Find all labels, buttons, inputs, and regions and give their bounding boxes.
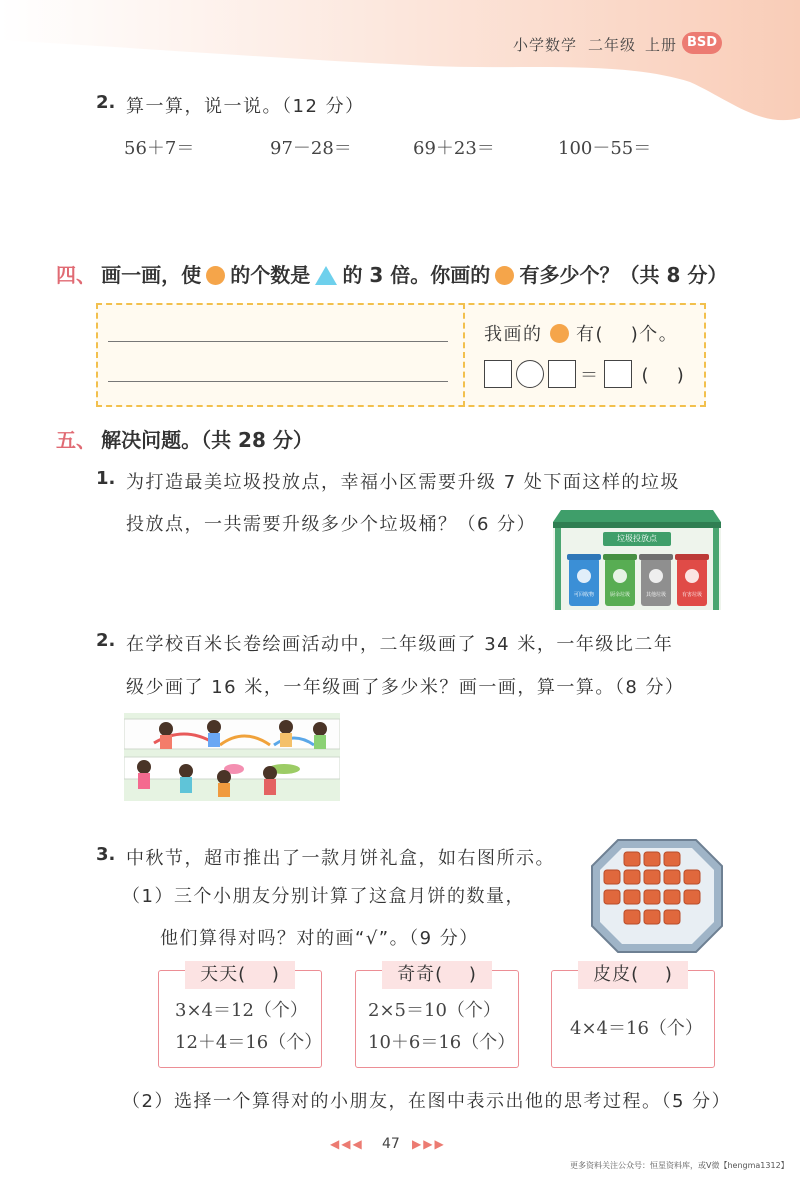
problem1-line1: 为打造最美垃圾投放点，幸福小区需要升级 7 处下面这样的垃圾: [126, 472, 680, 493]
problem2-number: 2.: [96, 630, 116, 651]
header-book: 小学数学: [513, 36, 578, 54]
answer-card-pipi: [551, 964, 715, 1068]
mooncake-box-illustration: [590, 838, 724, 954]
problem2-line1: 在学校百米长卷绘画活动中，二年级画了 34 米，一年级比二年: [126, 634, 674, 655]
blank-square[interactable]: [548, 360, 576, 388]
problem3-sub1-line2: 他们算得对吗？对的画“√”。（9 分）: [160, 928, 479, 949]
section5-heading: [56, 424, 313, 453]
footer-right-arrows-icon: ▶▶▶: [412, 1137, 446, 1151]
q2-equation: 97－28＝: [270, 138, 352, 159]
section4-title-b: 的个数是: [230, 263, 311, 287]
section5-title: 解决问题。（共 28 分）: [101, 428, 313, 452]
q2-equation: 100－55＝: [558, 138, 652, 159]
card-line: 4×4＝16（个）: [570, 1018, 703, 1039]
header-grade: 二年级: [588, 36, 637, 54]
bin-label: 厨余垃圾: [609, 592, 630, 598]
operator-circle[interactable]: [516, 360, 544, 388]
problem3-line1: 中秋节，超市推出了一款月饼礼盒，如右图所示。: [126, 848, 555, 869]
q2-prompt: 算一算，说一说。（12 分）: [126, 96, 365, 117]
card-name: 天天( ): [185, 961, 295, 989]
bin-label: 有害垃圾: [681, 592, 702, 598]
orange-circle-icon: [495, 266, 514, 285]
section4-title-a: 画一画，使: [101, 263, 202, 287]
blank-square[interactable]: [484, 360, 512, 388]
blue-triangle-icon: [315, 266, 337, 285]
problem1-line2: 投放点，一共需要升级多少个垃圾桶？（6 分）: [126, 514, 537, 535]
equals-sign: ＝: [580, 365, 600, 386]
section4-answer-a: 我画的: [484, 324, 543, 345]
answer-card-tiantian: [158, 964, 323, 1068]
drawing-area: [96, 303, 706, 407]
header-volume: 上册: [645, 36, 678, 54]
section4-heading: [56, 259, 727, 288]
drawing-line: [108, 341, 448, 342]
q2-equation: 69＋23＝: [413, 138, 495, 159]
drawing-divider: [463, 303, 465, 407]
bin-label: 可回收物: [573, 592, 594, 598]
problem3-sub2: （2）选择一个算得对的小朋友，在图中表示出他的思考过程。（5 分）: [122, 1091, 732, 1112]
bin-label: 其他垃圾: [645, 592, 666, 598]
section4-title-d: 有多少个？（共 8 分）: [519, 263, 728, 287]
section4-answer-b: 有( )个。: [575, 324, 679, 345]
section5-number: 五、: [56, 428, 96, 452]
card-line: 12＋4＝16（个）: [175, 1032, 323, 1053]
card-name: 奇奇( ): [382, 961, 492, 989]
problem1-number: 1.: [96, 468, 116, 489]
answer-card-qiqi: [355, 964, 519, 1068]
section4-answer: [484, 320, 678, 346]
card-line: 3×4＝12（个）: [175, 1000, 308, 1021]
children-painting-illustration: [124, 713, 340, 801]
footer-note: 更多资料关注公众号：恒星资料库，或V微【hengma1312】: [570, 1161, 789, 1170]
section4-number: 四、: [56, 263, 96, 287]
problem3-number: 3.: [96, 844, 116, 865]
section4-title-c: 的 3 倍。你画的: [342, 263, 491, 287]
drawing-line: [108, 381, 448, 382]
problem3-sub1-line1: （1）三个小朋友分别计算了这盒月饼的数量，: [122, 886, 525, 907]
garbage-station-illustration: [553, 508, 721, 610]
station-sign: 垃圾投放点: [617, 534, 657, 543]
header-badge: BSD: [682, 32, 722, 54]
page-number: 47: [382, 1136, 400, 1152]
orange-circle-icon: [206, 266, 225, 285]
card-line: 10＋6＝16（个）: [368, 1032, 516, 1053]
q2-number: 2.: [96, 92, 116, 113]
footer-left-arrows-icon: ◀◀◀: [330, 1137, 364, 1151]
header-background: [0, 0, 800, 130]
card-name: 皮皮( ): [578, 961, 688, 989]
unit-paren: ( ): [641, 365, 686, 386]
card-line: 2×5＝10（个）: [368, 1000, 501, 1021]
orange-circle-icon: [550, 324, 569, 343]
problem2-line2: 级少画了 16 米，一年级画了多少米？画一画，算一算。（8 分）: [126, 677, 685, 698]
blank-square[interactable]: [604, 360, 632, 388]
q2-equation: 56＋7＝: [124, 138, 195, 159]
equation-template: [484, 360, 685, 388]
